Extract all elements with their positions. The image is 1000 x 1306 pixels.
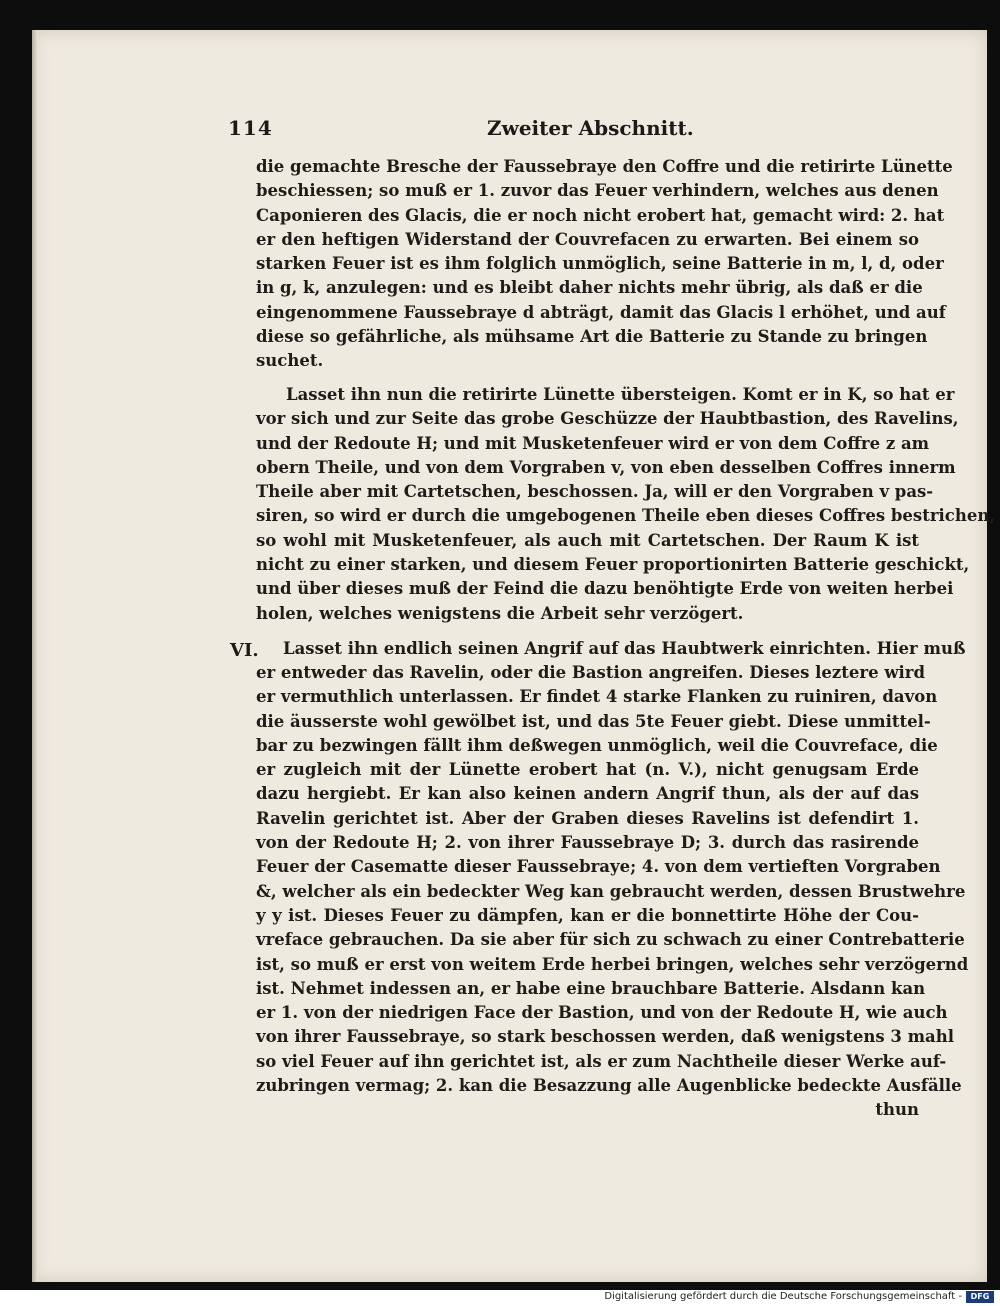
text-line: Theile aber mit Cartetschen, beschossen. Ja, will er den Vorgraben v pas- xyxy=(256,482,934,502)
text-line: suchet. xyxy=(256,351,324,371)
text-line: vreface gebrauchen. Da sie aber für sich zu schwach zu einer Contrebatterie xyxy=(256,930,965,950)
text-line: starken Feuer ist es ihm folglich unmöglich, seine Batterie in m, l, d, oder xyxy=(256,254,944,274)
text-line: so viel Feuer auf ihn gerichtet ist, als er zum Nachtheile dieser Werke auf- xyxy=(256,1051,947,1071)
text-line: von der Redoute H; 2. von ihrer Faussebraye D; 3. durch das rasirende xyxy=(256,833,919,853)
catchword: thun xyxy=(875,1100,919,1120)
paragraph-2 xyxy=(256,383,996,626)
paragraph-3-first-line xyxy=(283,637,966,661)
text-line: er vermuthlich unterlassen. Er findet 4 starke Flanken zu ruiniren, davon xyxy=(256,687,938,707)
text-line: zubringen vermag; 2. kan die Besazzung alle Augenblicke bedeckte Ausfälle xyxy=(256,1076,962,1096)
text-line: Feuer der Casematte dieser Faussebraye; 4. von dem vertieften Vorgraben xyxy=(256,857,941,877)
text-line: y y ist. Dieses Feuer zu dämpfen, kan er die bonnettirte Höhe der Cou- xyxy=(256,905,919,925)
text-line: siren, so wird er durch die umgebogenen Theile eben dieses Coffres bestrichen, xyxy=(256,506,996,526)
text-line: so wohl mit Musketenfeuer, als auch mit Cartetschen. Der Raum K ist xyxy=(256,530,919,550)
text-line: obern Theile, und von dem Vorgraben v, von eben desselben Coffres innerm xyxy=(256,457,956,477)
text-line: nicht zu einer starken, und diesem Feuer proportionirten Batterie geschickt, xyxy=(256,555,970,575)
text-line: in g, k, anzulegen: und es bleibt daher nichts mehr übrig, als daß er die xyxy=(256,278,923,298)
text-line: die gemachte Bresche der Faussebraye den Coffre und die retirirte Lünette xyxy=(256,157,953,176)
text-line: eingenommene Faussebraye d abträgt, damit das Glacis l erhöhet, und auf xyxy=(256,302,946,322)
text-line: und über dieses muß der Feind die dazu benöhtigte Erde von weiten herbei xyxy=(256,579,954,599)
text-line: ist. Nehmet indessen an, er habe eine brauchbare Batterie. Alsdann kan xyxy=(256,978,926,998)
text-line: beschiessen; so muß er 1. zuvor das Feuer verhindern, welches aus denen xyxy=(256,181,939,201)
text-line: er entweder das Ravelin, oder die Bastion angreifen. Dieses leztere wird xyxy=(256,663,926,682)
text-line: er den heftigen Widerstand der Couvrefacen zu erwarten. Bei einem so xyxy=(256,229,919,249)
text-line: er zugleich mit der Lünette erobert hat (n. V.), nicht genugsam Erde xyxy=(256,760,919,780)
text-line: ist, so muß er erst von weitem Erde herbei bringen, welches sehr verzögernd xyxy=(256,954,969,974)
digitization-footer xyxy=(0,1290,1000,1306)
dfg-logo-icon: DFG xyxy=(966,1291,994,1303)
text-line: Caponieren des Glacis, die er noch nicht erobert hat, gemacht wird: 2. hat xyxy=(256,205,945,225)
text-line: die äusserste wohl gewölbet ist, und das 5te Feuer giebt. Diese unmittel- xyxy=(256,711,931,731)
text-line: Lasset ihn nun die retirirte Lünette übersteigen. Komt er in K, so hat er xyxy=(286,385,955,404)
footer-credit: Digitalisierung gefördert durch die Deutsche Forschungsgemeinschaft - xyxy=(604,1291,962,1302)
text-line: von ihrer Faussebraye, so stark beschossen werden, daß wenigstens 3 mahl xyxy=(256,1027,955,1047)
text-line: diese so gefährliche, als mühsame Art die Batterie zu Stande zu bringen xyxy=(256,327,928,347)
text-line: Ravelin gerichtet ist. Aber der Graben dieses Ravelins ist defendirt 1. xyxy=(256,808,919,828)
text-line: und der Redoute H; und mit Musketenfeuer wird er von dem Coffre z am xyxy=(256,433,930,453)
text-line: vor sich und zur Seite das grobe Geschüzze der Haubtbastion, des Ravelins, xyxy=(256,409,959,429)
text-line: &, welcher als ein bedeckter Weg kan gebraucht werden, dessen Brustwehre xyxy=(256,881,966,901)
text-line: holen, welches wenigstens die Arbeit sehr verzögert. xyxy=(256,603,744,623)
running-head xyxy=(0,116,1000,144)
text-line: Lasset ihn endlich seinen Angrif auf das Haubtwerk einrichten. Hier muß xyxy=(283,639,966,658)
section-title: Zweiter Abschnitt. xyxy=(487,116,694,140)
text-line: bar zu bezwingen fällt ihm deßwegen unmöglich, weil die Couvreface, die xyxy=(256,735,938,755)
page-number: 114 xyxy=(228,116,273,140)
paragraph-3 xyxy=(256,661,969,1123)
paragraph-1 xyxy=(256,155,953,374)
section-marker: VI. xyxy=(230,640,259,661)
text-line: dazu hergiebt. Er kan also keinen andern Angrif thun, als der auf das xyxy=(256,784,919,804)
page-gutter-shadow xyxy=(32,30,38,1282)
text-line: er 1. von der niedrigen Face der Bastion, und von der Redoute H, wie auch xyxy=(256,1003,948,1023)
